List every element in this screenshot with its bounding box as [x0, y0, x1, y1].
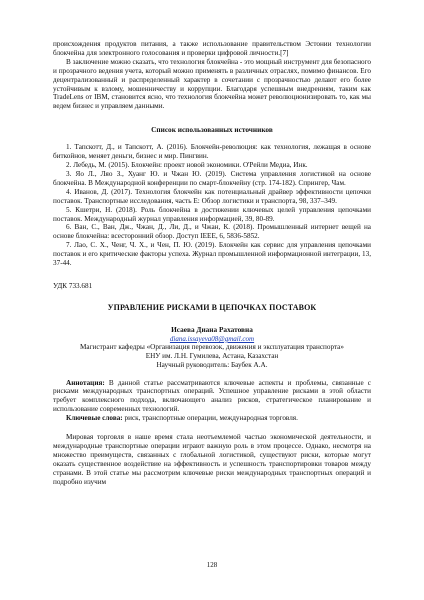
- author-name: Исаева Диана Рахатовна: [171, 324, 253, 334]
- supervisor-line: Научный руководитель: Баубек А.А.: [156, 360, 268, 369]
- university-line: ЕНУ им. Л.Н. Гумилева, Астана, Казахстан: [145, 351, 279, 360]
- reference-item: 2. Лебедь, М. (2015). Блокчейн: проект новой экономики. О'Рейли Медиа, Инк.: [66, 161, 308, 170]
- article-body-paragraph: Мировая торговля в наше время стала неотъемлемой частью экономической деятельности, и международные транспортные операции играют важную роль в этом процессе. Однако, несмотря на множество преимуществ, связанных с глобальной логистикой, существуют риски, которые могут оказать существенное воздействие на эффективность и успешность транспортировки товаров между странами. В этой статье мы рассмотрим ключевые риски международных транспортных операций и подробно изучим: [53, 433, 371, 486]
- reference-item: 7. Лао, С. Х., Ченг, Ч. Х., и Чен, П. Ю. (2019). Блокчейн как сервис для управления цепочками поставок и его критические факторы успеха. Журнал промышленной информационной интеграции, 13, 37-44.: [53, 241, 371, 268]
- abstract-label: Аннотация:: [66, 378, 105, 387]
- author-affiliation: Магистрант кафедры «Организация перевозок, движения и эксплуатация транспорта»: [80, 342, 344, 351]
- reference-item: 5. Кшетри, Н. (2018). Роль блокчейна в достижении ключевых целей управления цепочками поставок. Международный журнал управления информацией, 39, 80-89.: [53, 205, 371, 223]
- references-title: Список использованных источников: [151, 125, 273, 135]
- author-email-link[interactable]: diana.issayeva08@gmail.com: [169, 334, 255, 343]
- keywords-text: риск, транспортные операции, международная торговля.: [122, 414, 298, 423]
- reference-item: 3. Яо Л., Ляо З., Хуанг Ю. и Чжан Ю. (2019). Система управления логистикой на основе блокчейна. В Международной конференции по смарт-блокчейну (стр. 174-182). Спрингер, Чам.: [53, 169, 371, 187]
- udk-code: УДК 733.681: [53, 281, 93, 290]
- abstract: [53, 379, 371, 415]
- intro-paragraph-2: В заключение можно сказать, что технология блокчейна - это мощный инструмент для безопасного и прозрачного ведения учета, который можно применять в различных отраслях, помимо финансов. Его децентрализованный и распределенный характер в сочетании с прозрачностью делают его более устойчивым к взлому, мошенничеству и коррупции. Благодаря успешным внедрениям, таким как TradeLens от IBM, становится ясно, что технология блокчейна может революционизировать то, как мы ведем бизнес и управляем данными.: [53, 57, 371, 111]
- intro-paragraph-1: происхождения продуктов питания, а также использование правительством Эстонии технологии блокчейна для электронного голосования и проверки цифровой личности.[7]: [53, 40, 371, 57]
- article-title: УПРАВЛЕНИЕ РИСКАМИ В ЦЕПОЧКАХ ПОСТАВОК: [107, 302, 317, 312]
- keywords-label: Ключевые слова:: [66, 414, 123, 423]
- keywords: [53, 414, 371, 423]
- page-content: [53, 40, 371, 487]
- references-list: [53, 143, 371, 268]
- reference-item: 1. Тапскотт, Д., и Тапскотт, А. (2016). Блокчейн-революция: как технология, лежащая в основе биткойнов, меняет деньги, бизнес и мир. Пингвин.: [53, 143, 371, 161]
- abstract-text: В данной статье рассматриваются ключевые аспекты и проблемы, связанные с рисками международных транспортных операций. Успешное управление рисками в этой области требует комплексного подхода, включающего анализ рисков, стратегическое планирование и использование современных технологий.: [53, 378, 371, 414]
- reference-item: 4. Иванов, Д. (2017). Технология блокчейн как потенциальный драйвер эффективности цепочки поставок. Транспортные исследования, часть Е: Обзор логистики и транспорта, 98, 337–349.: [53, 187, 371, 205]
- page-number: 128: [206, 561, 218, 569]
- reference-item: 6. Ван, С., Ван, Дж., Чжан, Д., Ли, Д., и Чжан, К. (2018). Промышленный интернет вещей на основе блокчейна: всесторонний обзор. Доступ IEEE, 6, 5836-5852.: [53, 223, 371, 241]
